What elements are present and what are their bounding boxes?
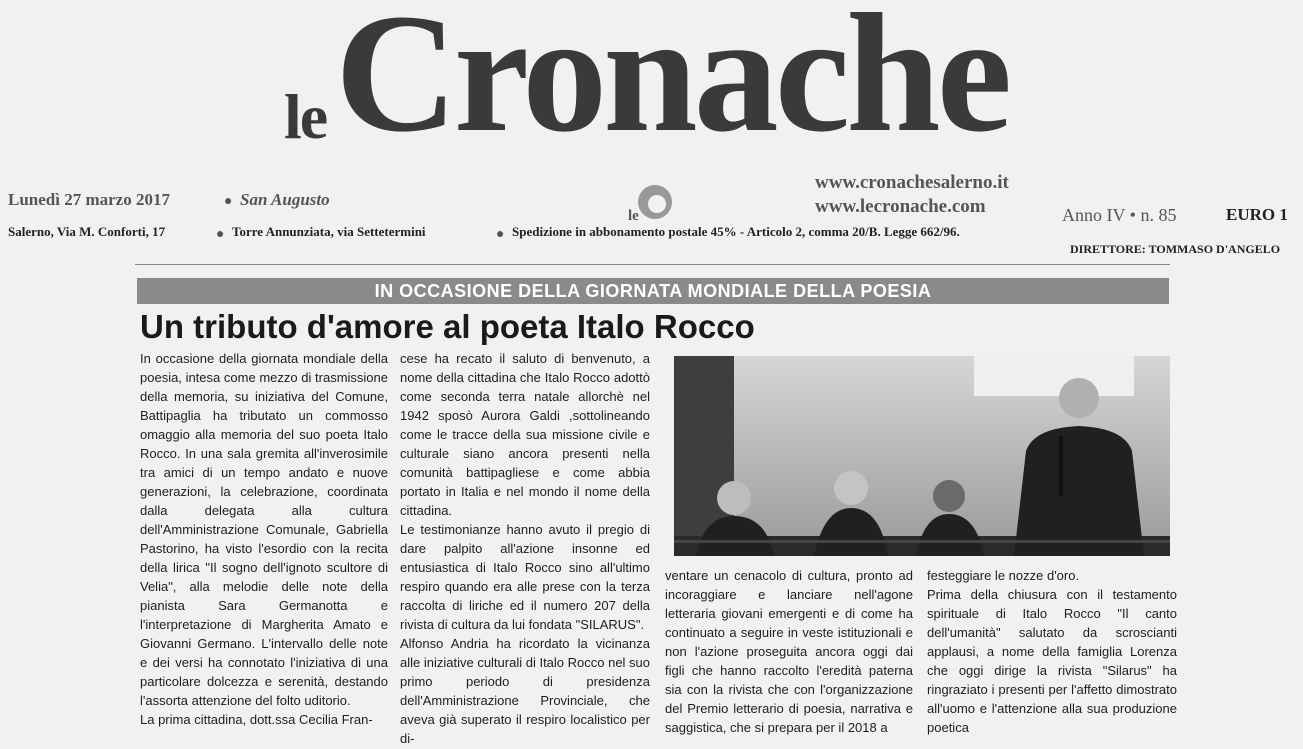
event-photo <box>674 356 1170 556</box>
paragraph: Alfonso Andria ha ricordato la vicinanza alle iniziative culturali di Italo Rocco nel suo primo periodo di presidenza dell'Amministrazione Provinciale, che aveva già superato il respiro localistico per di- <box>400 636 651 746</box>
issue-date: Lunedì 27 marzo 2017 <box>8 190 170 209</box>
article-kicker: IN OCCASIONE DELLA GIORNATA MONDIALE DELLA POESIA <box>374 281 932 301</box>
logo-inner-icon <box>648 195 666 213</box>
paragraph: Le testimonianze hanno avuto il pregio di dare palpito all'azione insonne ed entusiastica di Italo Rocco sino all'ultimo respiro quando era alle prese con la terza raccolta di liriche ed il numero 207 della rivista di cultura da lui fondata "SILARUS". <box>400 522 650 632</box>
masthead-title: Cronache <box>335 0 1009 167</box>
address-salerno: Salerno, Via M. Conforti, 17 <box>8 224 166 239</box>
masthead-le: le <box>284 81 327 152</box>
paragraph: ventare un cenacolo di cultura, pronto ad incoraggiare e lanciare nell'agone letteraria giovani emergenti e di come ha continuato a seguire in veste istituzionali e non l'azione proseguita ancora oggi dai figli che hanno raccolto l'eredità paterna sia con la rivista che con l'organizzazione del Premio letterario di poesia, narrativa e saggistica, che si prepara per il 2018 a <box>665 568 913 735</box>
paragraph: In occasione della giornata mondiale della poesia, intesa come mezzo di trasmissione della memoria, su iniziativa del Comune, Battipaglia ha tributato un commosso omaggio alla memoria del suo poeta Italo Rocco. In una sala gremita all'inverosimile tra amici di un tempo andato e nuove generazioni, la celebrazione, coordinata dalla delegata alla cultura dell'Amministrazione Comunale, Gabriella Pastorino, ha visto l'esordio con la recita della lirica "Il sogno dell'ignoto scultore di Velia", alla melodie delle note della pianista Sara Germanotta e l'interpretazione di Margherita Amato e Giovanni Germano. L'intervallo delle note e dei versi ha connotato l'iniziativa di una particolare dolcezza e serenità, destando l'assorta attenzione del folto uditorio. <box>140 351 388 708</box>
website-link-1[interactable]: www.cronachesalerno.it <box>815 172 1009 193</box>
issue-number: Anno IV • n. 85 <box>1062 205 1177 225</box>
separator-dot-icon: ● <box>224 192 233 208</box>
director-credit: DIRETTORE: TOMMASO D'ANGELO <box>1070 242 1281 256</box>
website-link-2[interactable]: www.lecronache.com <box>815 196 986 217</box>
price: EURO 1 <box>1226 205 1288 224</box>
separator-dot-icon: ● <box>216 225 225 241</box>
photo-illustration <box>674 356 1170 556</box>
article-column-4 <box>927 566 1177 737</box>
article-column-2 <box>400 349 650 748</box>
article-headline: Un tributo d'amore al poeta Italo Rocco <box>140 308 755 345</box>
paragraph: cese ha recato il saluto di benvenuto, a nome della cittadina che Italo Rocco adottò come seconda terra natale allorchè nel 1942 sposò Aurora Galdi ,sottolineando come le tracce della sua missione civile e culturale siano ancora presenti nella comunità battipagliese e come abbia portato in Italia e nel mondo il nome della cittadina. <box>400 351 650 518</box>
article-column-3 <box>665 566 913 737</box>
postal-info: Spedizione in abbonamento postale 45% - Articolo 2, comma 20/B. Legge 662/96. <box>512 224 960 239</box>
header-divider <box>135 264 1170 265</box>
saint-of-day: San Augusto <box>240 190 330 209</box>
separator-dot-icon: ● <box>496 225 505 241</box>
address-torre-annunziata: Torre Annunziata, via Settetermini <box>232 224 426 239</box>
article-column-1 <box>140 349 388 729</box>
paragraph: festeggiare le nozze d'oro. <box>927 568 1080 583</box>
paragraph: La prima cittadina, dott.ssa Cecilia Fran- <box>140 712 373 727</box>
logo-le: le <box>628 208 639 224</box>
paragraph: Prima della chiusura con il testamento spirituale di Italo Rocco "Il canto dell'umanità" salutato da scroscianti applausi, a nome della famiglia Lorenza che oggi dirige la rivista "Silarus" ha ringraziato i presenti per l'affetto dimostrato all'uomo e l'attenzione alla sua produzione poetica <box>927 587 1177 735</box>
